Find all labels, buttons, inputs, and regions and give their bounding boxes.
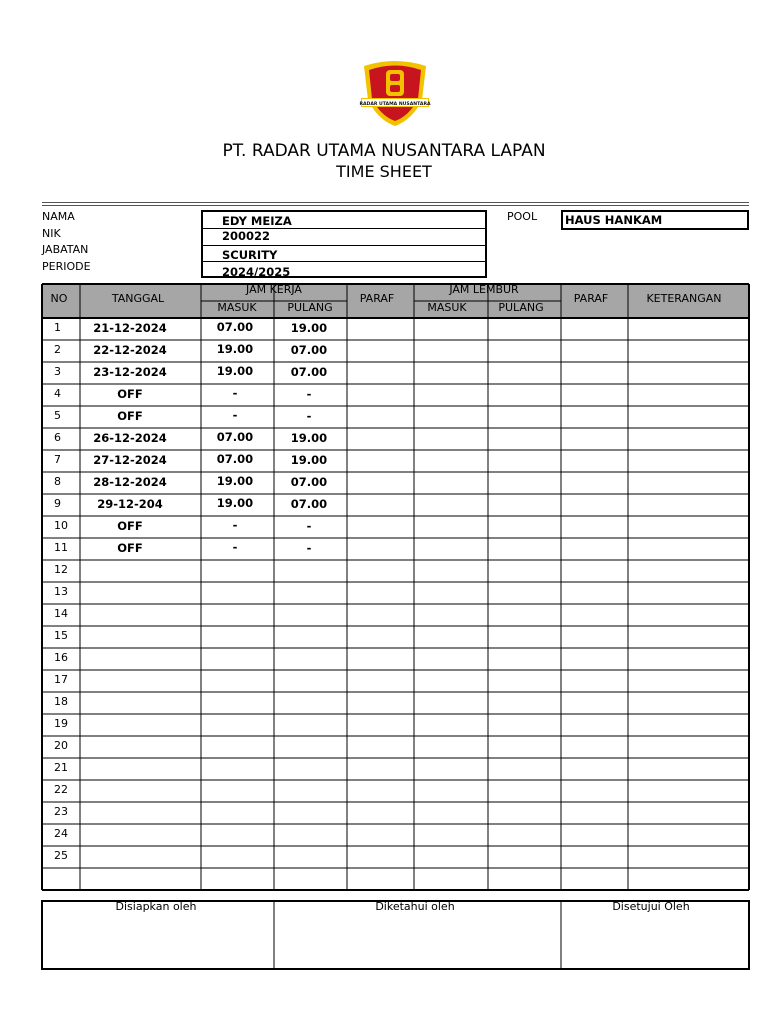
row-masuk: -	[232, 518, 238, 532]
table-row	[54, 651, 68, 664]
row-pulang: -	[306, 541, 312, 555]
row-date: 28-12-2024	[93, 475, 167, 489]
document-title: TIME SHEET	[336, 162, 432, 181]
header-no: NO	[50, 292, 68, 305]
table-row	[54, 430, 327, 445]
row-date: OFF	[117, 519, 143, 533]
row-number: 2	[54, 343, 61, 356]
row-number: 17	[54, 673, 68, 686]
row-number: 9	[54, 497, 61, 510]
row-number: 24	[54, 827, 68, 840]
table-row	[54, 827, 68, 840]
jabatan-label: JABATAN	[42, 243, 89, 256]
row-date: 23-12-2024	[93, 365, 167, 379]
table-row	[54, 518, 312, 533]
row-pulang: 07.00	[290, 497, 328, 511]
table-row	[54, 408, 312, 423]
prepared-by-label: Disiapkan oleh	[115, 900, 197, 913]
approved-by-label: Disetujui Oleh	[612, 900, 690, 913]
nik-value: 200022	[222, 229, 271, 243]
row-masuk: -	[232, 540, 238, 554]
table-row	[54, 805, 68, 818]
row-pulang: 07.00	[290, 343, 328, 357]
row-pulang: 19.00	[290, 321, 328, 335]
table-body	[54, 320, 327, 862]
row-number: 19	[54, 717, 68, 730]
row-pulang: 19.00	[290, 453, 328, 467]
table-row	[54, 739, 68, 752]
table-row	[54, 342, 327, 357]
row-number: 4	[54, 387, 61, 400]
table-row	[54, 783, 68, 796]
table-row	[54, 607, 68, 620]
row-masuk: 19.00	[216, 342, 254, 356]
periode-value: 2024/2025	[222, 265, 291, 279]
header-jam-kerja: JAM KERJA	[246, 283, 302, 296]
table-row	[54, 761, 68, 774]
table-row	[54, 717, 68, 730]
table-row	[54, 849, 68, 862]
row-date: 29-12-204	[97, 497, 163, 511]
row-number: 8	[54, 475, 61, 488]
table-row	[54, 695, 68, 708]
header-lembur-masuk: MASUK	[427, 301, 467, 314]
row-masuk: 19.00	[216, 474, 254, 488]
row-number: 14	[54, 607, 68, 620]
table-row	[54, 364, 327, 379]
table-row	[54, 673, 68, 686]
table-row	[54, 563, 68, 576]
row-number: 22	[54, 783, 68, 796]
nama-label: NAMA	[42, 210, 75, 223]
company-name: PT. RADAR UTAMA NUSANTARA LAPAN	[222, 141, 546, 161]
row-masuk: 19.00	[216, 364, 254, 378]
table-row	[54, 496, 327, 511]
header-keterangan: KETERANGAN	[646, 292, 722, 305]
header-tanggal: TANGGAL	[111, 292, 165, 305]
row-masuk: 07.00	[216, 320, 254, 334]
row-number: 3	[54, 365, 61, 378]
row-number: 23	[54, 805, 68, 818]
row-masuk: 19.00	[216, 496, 254, 510]
row-date: 26-12-2024	[93, 431, 167, 445]
row-number: 21	[54, 761, 68, 774]
row-number: 25	[54, 849, 68, 862]
row-masuk: -	[232, 386, 238, 400]
table-row	[54, 452, 327, 467]
row-date: 21-12-2024	[93, 321, 167, 335]
header-jam-lembur: JAM LEMBUR	[449, 283, 519, 296]
row-number: 10	[54, 519, 68, 532]
row-pulang: 19.00	[290, 431, 328, 445]
row-pulang: 07.00	[290, 475, 328, 489]
row-number: 13	[54, 585, 68, 598]
row-pulang: -	[306, 519, 312, 533]
header-masuk: MASUK	[217, 301, 257, 314]
row-pulang: -	[306, 387, 312, 401]
nama-value: EDY MEIZA	[222, 214, 292, 228]
jabatan-value: SCURITY	[222, 248, 278, 262]
table-row	[54, 386, 312, 401]
row-number: 11	[54, 541, 68, 554]
pool-value: HAUS HANKAM	[565, 213, 663, 227]
row-number: 18	[54, 695, 68, 708]
row-date: 27-12-2024	[93, 453, 167, 467]
row-pulang: -	[306, 409, 312, 423]
row-pulang: 07.00	[290, 365, 328, 379]
header-paraf: PARAF	[359, 292, 395, 305]
row-date: OFF	[117, 541, 143, 555]
row-masuk: 07.00	[216, 430, 254, 444]
row-date: OFF	[117, 387, 143, 401]
table-row	[54, 585, 68, 598]
row-number: 16	[54, 651, 68, 664]
table-row	[54, 474, 327, 489]
known-by-label: Diketahui oleh	[375, 900, 455, 913]
row-number: 5	[54, 409, 61, 422]
row-number: 1	[54, 321, 61, 334]
svg-text:RADAR UTAMA NUSANTARA: RADAR UTAMA NUSANTARA	[359, 102, 431, 107]
row-number: 12	[54, 563, 68, 576]
table-row	[54, 629, 68, 642]
row-number: 6	[54, 431, 61, 444]
periode-label: PERIODE	[42, 260, 91, 273]
row-masuk: 07.00	[216, 452, 254, 466]
row-date: 22-12-2024	[93, 343, 167, 357]
header-pulang: PULANG	[287, 301, 333, 314]
row-number: 20	[54, 739, 68, 752]
table-row	[54, 320, 327, 335]
nik-label: NIK	[42, 227, 61, 240]
row-number: 7	[54, 453, 61, 466]
row-number: 15	[54, 629, 68, 642]
table-row	[54, 540, 312, 555]
header-paraf-lembur: PARAF	[573, 292, 609, 305]
pool-label: POOL	[507, 210, 538, 223]
header-lembur-pulang: PULANG	[498, 301, 544, 314]
row-masuk: -	[232, 408, 238, 422]
row-date: OFF	[117, 409, 143, 423]
